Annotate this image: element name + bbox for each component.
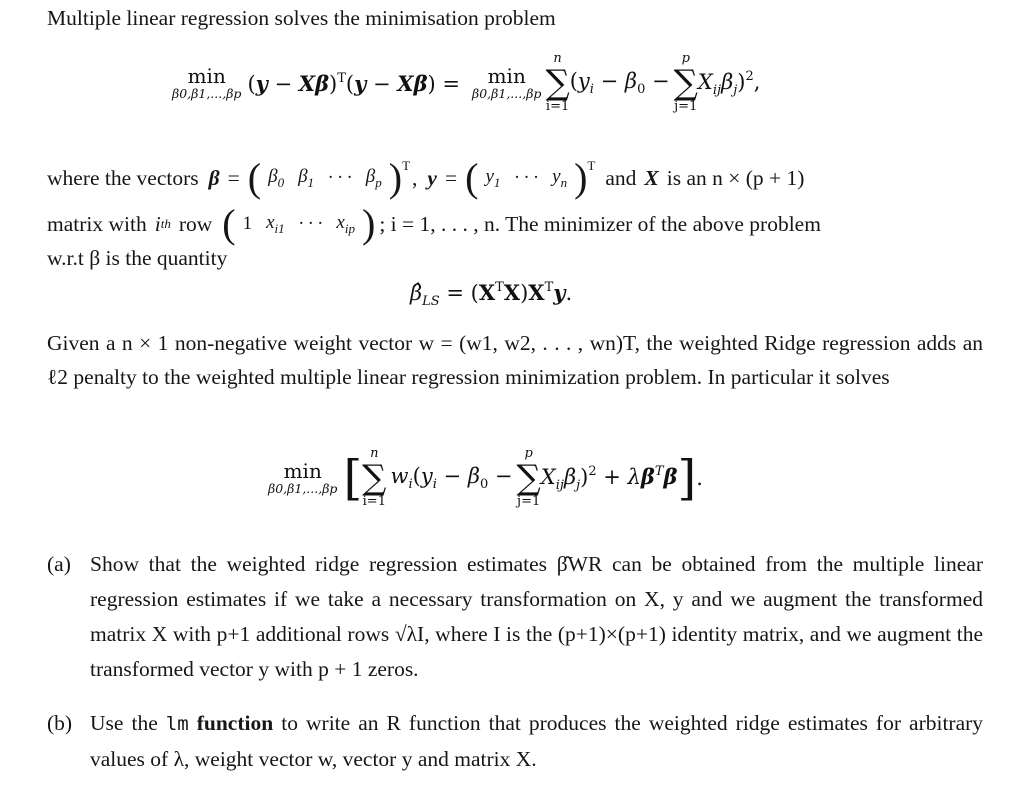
beta-vector: ( $\beta_0$ $\beta_1$ · · · $\beta_p$ ) T [247, 155, 411, 200]
equation-weighted-ridge-objective: min β0,β1,...,βp [ n ∑ i=1 $w_i(y_i - \beta_0$ − p ∑ j=1 $X_{ij}\beta_j)^2 + \lambda\beta^T\beta$ ] . [268, 446, 703, 509]
min-operator: min β0,β1,...,βp [172, 63, 242, 101]
lm-code: lm [165, 713, 189, 735]
item-text: Show that the weighted ridge regression estimates β̂WR can be obtained from the multiple linear regression estimates if we take a necessary transformation on X, y and we augment the transformed matrix X with p+1 additional rows √λI, where I is the (p+1)×(p+1) identity matrix, and we augment the transformed vector y with p + 1 zeros. [90, 552, 983, 681]
wrt-line: w.r.t β is the quantity [47, 246, 228, 270]
weighted-ridge-intro: Given a n × 1 non-negative weight vector w = (w1, w2, . . . , wn)T, the weighted Ridge regression adds an ℓ2 penalty to the weighted multiple linear regression minimization problem. In particular it solves [47, 331, 983, 389]
min-operator: min β0,β1,...,βp [268, 458, 338, 496]
item-label: (b) [47, 711, 73, 735]
equation-ls-estimator: $\betâ_{LS} = (X^TX)X^Ty$. [410, 280, 573, 309]
intro-text: Multiple linear regression solves the minimisation problem [47, 6, 556, 30]
x-row-vector: ( 1 $x_{i1}$ · · · $x_{ip}$ ) [222, 201, 376, 246]
sum-operator: p ∑ j=1 [673, 51, 698, 114]
vectors-definition-line: where the vectors β = ( $\beta_0$ $\beta_1$ · · · $\beta_p$ ) T , y = ( $y_1$ · · · $y_n$ ) T and X is an n × (p + 1) [47, 155, 805, 200]
sum-operator: n ∑ i=1 [545, 51, 570, 114]
item-text: Use the lm function to write an R function that produces the weighted ridge estimates for arbitrary values of λ, weight vector w, vector y and matrix X. [90, 711, 984, 771]
matrix-row-definition-line: matrix with i th row ( 1 $x_{i1}$ · · · $x_{ip}$ ) ; i = 1, . . . , n. The minimizer of the above problem [47, 201, 821, 246]
equation-ols-objective: min β0,β1,...,βp $(y - X\beta)^T(y - X\beta)$ = min β0,β1,...,βp n ∑ i=1 ($y_i - \beta_0$ − p ∑ j=1 $X_{ij}\beta_j)^2$, [172, 51, 761, 114]
question-item-b [47, 706, 983, 777]
item-label: (a) [47, 552, 71, 576]
min-operator: min β0,β1,...,βp [472, 63, 542, 101]
sum-operator: p ∑ j=1 [516, 446, 541, 509]
y-vector: ( $y_1$ · · · $y_n$ ) T [465, 155, 596, 200]
question-item-a [47, 547, 983, 687]
sum-operator: n ∑ i=1 [362, 446, 387, 509]
